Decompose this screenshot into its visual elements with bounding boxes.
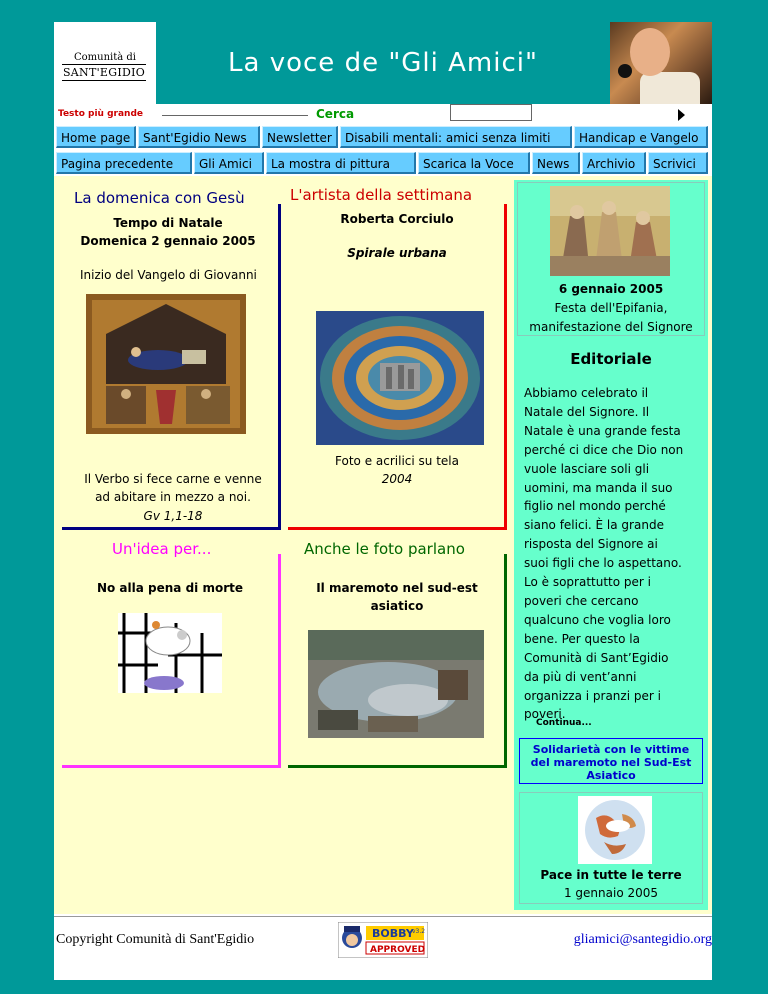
epiphany-line-1: Festa dell'Epifania, [554, 301, 668, 315]
artist-title[interactable]: L'artista della settimana [290, 186, 473, 204]
bobby-icon [338, 922, 428, 958]
footer-divider [54, 916, 712, 917]
nav-mostra-pittura[interactable]: La mostra di pittura [266, 152, 416, 174]
bigger-text-link[interactable]: Testo più grande [58, 109, 143, 119]
peace-title: Pace in tutte le terre [540, 868, 682, 882]
navy-border-vertical [278, 204, 281, 530]
sunday-date: Domenica 2 gennaio 2005 [80, 234, 256, 248]
badge-bottom-text: APPROVED [370, 945, 426, 955]
page-title: La voce de "Gli Amici" [228, 48, 538, 78]
solidarity-line-3: Asiatico [586, 769, 636, 782]
peace-globe-image[interactable] [578, 796, 652, 864]
nav-scrivici[interactable]: Scrivici [648, 152, 708, 174]
spirale-urbana-artwork[interactable] [316, 311, 484, 445]
nav-santegidio-news[interactable]: Sant'Egidio News [138, 126, 260, 148]
idea-subtitle: No alla pena di morte [96, 581, 244, 595]
divider [162, 115, 308, 116]
red-border-horizontal [288, 527, 507, 530]
sunday-title[interactable]: La domenica con Gesù [74, 189, 245, 207]
solidarity-line-2: del maremoto nel Sud-Est [530, 756, 692, 769]
page-frame [54, 22, 712, 980]
red-border-vertical [504, 204, 507, 530]
editorial-title: Editoriale [570, 350, 652, 368]
continue-link[interactable]: Continua... [536, 718, 592, 728]
epiphany-painting[interactable] [550, 186, 670, 276]
green-border-vertical [504, 554, 507, 768]
santegidio-logo[interactable] [54, 22, 156, 104]
editorial-text: Abbiamo celebrato il Natale del Signore. Il Natale è una grande festa perché ci dice che Dio non vuole lasciare soli gli uomini, ma manda il suo figlio nel mondo perché siano felici. È la grande risposta del Signore ai suoi figli che lo aspettano. Lo è soprattutto per i poveri che cercano qualcuno che voglia loro bene. Per questo la Comunità di Sant’Egidio da più di vent’anni organizza i pranzi per i poveri. [524, 386, 684, 722]
search-label: Cerca [316, 107, 355, 121]
idea-title[interactable]: Un'idea per... [112, 540, 212, 558]
sunday-quote-2: ad abitare in mezzo a noi. [95, 490, 251, 504]
solidarity-line-1: Solidarietà con le vittime [532, 743, 690, 756]
nav-gli-amici[interactable]: Gli Amici [194, 152, 264, 174]
sunday-subtitle: Tempo di Natale [113, 216, 223, 230]
nav-newsletter[interactable]: Newsletter [262, 126, 338, 148]
sidebar [514, 180, 708, 910]
nav-handicap-vangelo[interactable]: Handicap e Vangelo [574, 126, 708, 148]
artwork-title: Spirale urbana [347, 246, 447, 260]
bobby-approved-badge[interactable] [338, 922, 428, 958]
solidarity-link[interactable] [519, 738, 703, 784]
badge-version-text: v3.2 [412, 928, 426, 935]
badge-top-text: BOBBY [372, 927, 414, 940]
death-penalty-drawing[interactable] [118, 613, 222, 693]
nav-archivio[interactable]: Archivio [582, 152, 646, 174]
nav-home-page[interactable]: Home page [56, 126, 136, 148]
sunday-intro: Inizio del Vangelo di Giovanni [80, 268, 257, 282]
logo-line2: SANT'EGIDIO [62, 66, 146, 79]
header-photo [610, 22, 712, 104]
nav-pagina-precedente[interactable]: Pagina precedente [56, 152, 192, 174]
sunday-reference: Gv 1,1-18 [143, 509, 203, 523]
peace-date: 1 gennaio 2005 [563, 886, 659, 900]
magenta-border-horizontal [62, 765, 281, 768]
toolbar [54, 104, 712, 124]
magenta-border-vertical [278, 554, 281, 768]
nativity-painting[interactable] [86, 294, 246, 434]
nav-scarica-voce[interactable]: Scarica la Voce [418, 152, 530, 174]
artist-name: Roberta Corciulo [340, 212, 454, 226]
epiphany-line-2: manifestazione del Signore [529, 320, 693, 334]
nav-disabili-mentali[interactable]: Disabili mentali: amici senza limiti [340, 126, 572, 148]
artwork-year: 2004 [381, 472, 413, 486]
navy-border-horizontal [62, 527, 281, 530]
photos-subtitle-1: Il maremoto nel sud-est [316, 581, 478, 595]
sunday-quote-1: Il Verbo si fece carne e venne [84, 472, 262, 486]
header-banner [156, 22, 610, 104]
green-border-horizontal [288, 765, 507, 768]
nav-news[interactable]: News [532, 152, 580, 174]
epiphany-date: 6 gennaio 2005 [558, 282, 664, 296]
email-link[interactable]: gliamici@santegidio.org [573, 932, 712, 947]
search-go-icon[interactable] [678, 109, 685, 121]
photos-title[interactable]: Anche le foto parlano [304, 540, 465, 558]
copyright-text: Copyright Comunità di Sant'Egidio [56, 932, 255, 947]
photos-subtitle-2: asiatico [370, 599, 424, 613]
artwork-technique: Foto e acrilici su tela [335, 454, 459, 468]
tsunami-photo[interactable] [308, 630, 484, 738]
logo-line1: Comunità di [74, 52, 136, 63]
main-content [54, 176, 712, 914]
search-input[interactable] [450, 104, 532, 121]
